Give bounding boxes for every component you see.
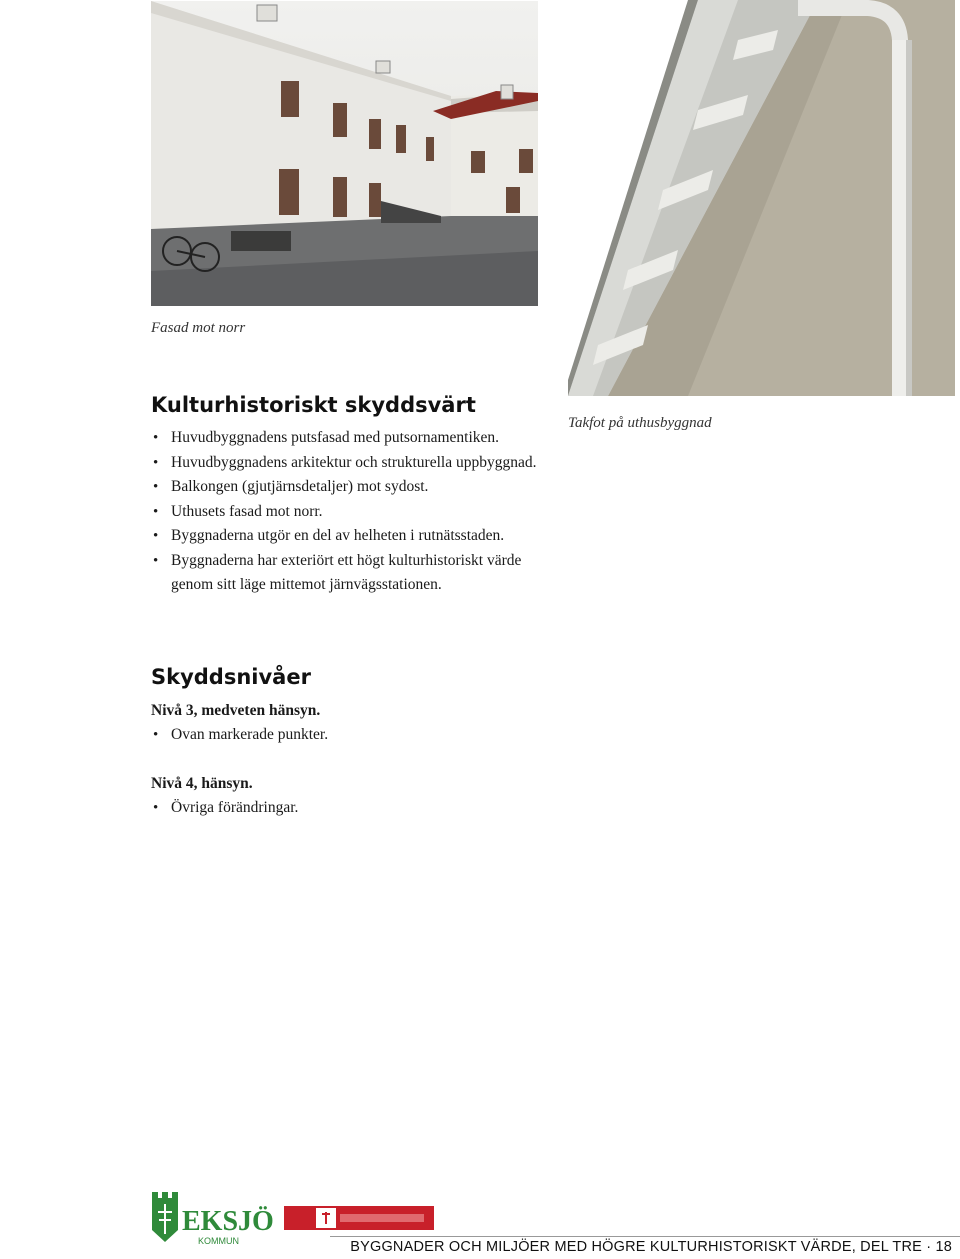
level-4-title: Nivå 4, hänsyn. bbox=[151, 775, 253, 792]
list-item: • Ovan markerade punkter. bbox=[151, 723, 541, 748]
list-item: • Huvudbyggnadens arkitektur och strukturella uppbyggnad. bbox=[151, 451, 541, 476]
eksjo-logo-text: EKSJÖ bbox=[182, 1206, 274, 1237]
footer-running-title: BYGGNADER OCH MILJÖER MED HÖGRE KULTURHISTORISKT VÄRDE, DEL TRE · 18 bbox=[350, 1239, 952, 1255]
list-item: • Övriga förändringar. bbox=[151, 796, 541, 821]
county-logo-icon bbox=[284, 1206, 434, 1230]
list-item: • Uthusets fasad mot norr. bbox=[151, 500, 541, 525]
eaves-photo-caption: Takfot på uthusbyggnad bbox=[568, 415, 712, 431]
level-3-title: Nivå 3, medveten hänsyn. bbox=[151, 702, 321, 719]
list-item: • Byggnaderna har exteriört ett högt kulturhistoriskt värde genom sitt läge mittemot järnvägsstationen. bbox=[151, 549, 541, 598]
protection-value-list bbox=[151, 426, 541, 598]
courtyard-photo-caption: Fasad mot norr bbox=[151, 320, 246, 336]
section-heading-protection-levels: Skyddsnivåer bbox=[151, 665, 311, 689]
level-3-list bbox=[151, 723, 541, 748]
footer-divider bbox=[330, 1236, 960, 1237]
list-item: • Huvudbyggnadens putsfasad med putsornamentiken. bbox=[151, 426, 541, 451]
eksjo-logo-subtext: KOMMUN bbox=[198, 1236, 239, 1246]
level-4-list bbox=[151, 796, 541, 821]
list-item: • Byggnaderna utgör en del av helheten i rutnätsstaden. bbox=[151, 524, 541, 549]
courtyard-photo bbox=[151, 1, 538, 306]
eaves-photo bbox=[568, 0, 955, 396]
section-heading-protection-value: Kulturhistoriskt skyddsvärt bbox=[151, 393, 476, 417]
list-item: • Balkongen (gjutjärnsdetaljer) mot sydost. bbox=[151, 475, 541, 500]
eksjo-crest-icon bbox=[152, 1192, 178, 1242]
